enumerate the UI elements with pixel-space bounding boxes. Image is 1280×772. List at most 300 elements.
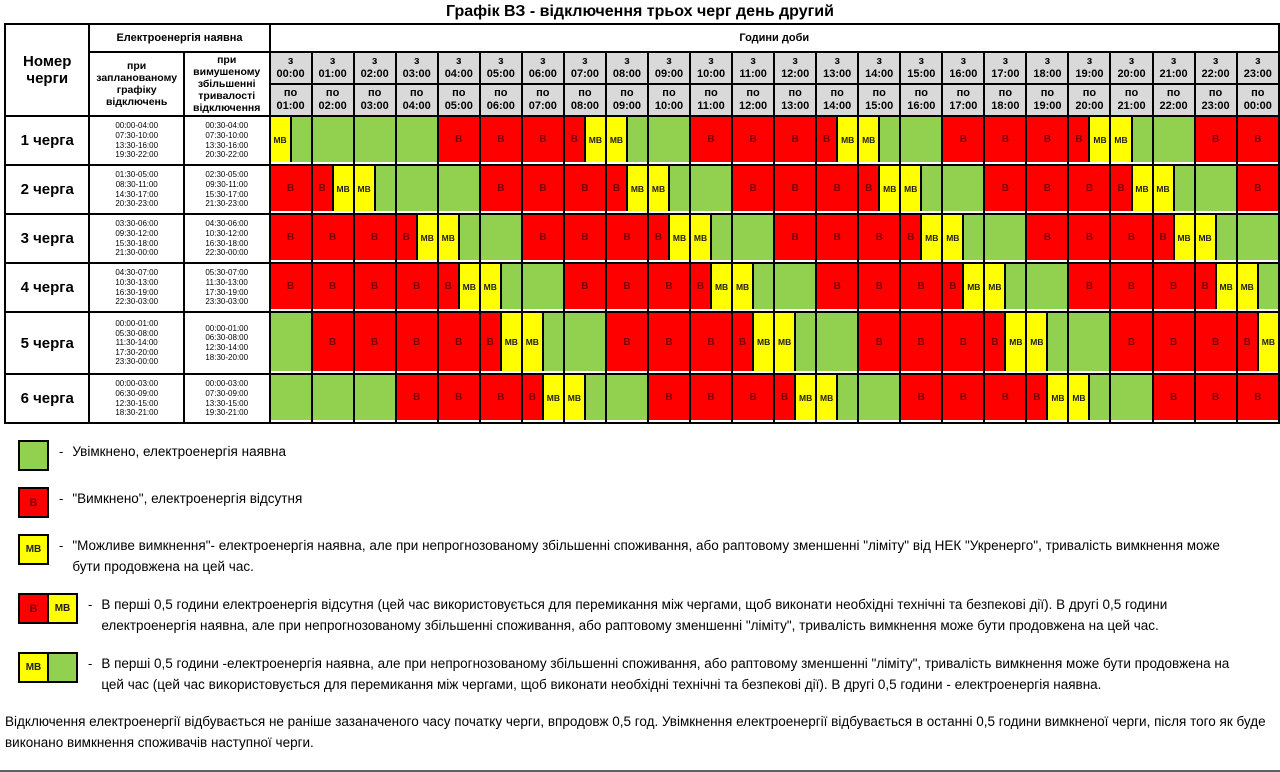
legend-swatch-r — [18, 487, 49, 518]
status-off-segment: В — [313, 313, 353, 371]
legend — [0, 424, 1280, 695]
status-on-segment — [355, 117, 395, 162]
planned-schedule-header: при запланованому графіку відключень — [89, 52, 183, 116]
status-cell — [1195, 116, 1237, 165]
status-off-segment: В — [1154, 375, 1194, 420]
status-cell — [522, 263, 564, 312]
status-maybe-segment: МВ — [626, 166, 647, 211]
status-on-segment — [1238, 215, 1278, 260]
status-cell — [1237, 165, 1279, 214]
status-maybe-segment: МВ — [1154, 166, 1173, 211]
hour-to-header: по 09:00 — [606, 84, 648, 116]
hour-from-header: з 12:00 — [774, 52, 816, 84]
status-off-segment: В — [607, 215, 647, 260]
legend-text: В перші 0,5 години електроенергія відсутня (цей час використовується для перемикання між чергами, щоб виконати необхідні технічні та безпекові дії). В другі 0,5 години електроенергія наявна, але при непрогнозованому збільшенні споживання, або раптовому зменшенні "ліміту", тривалість вимкнення може бути продовжена на цей час. — [101, 597, 1168, 633]
status-off-segment: В — [1154, 215, 1173, 260]
legend-item — [18, 652, 1274, 695]
status-cell — [858, 374, 900, 423]
status-off-segment: В — [859, 215, 899, 260]
status-on-segment — [962, 215, 983, 260]
hour-to-header: по 08:00 — [564, 84, 606, 116]
status-maybe-segment: МВ — [943, 215, 962, 260]
status-maybe-segment: МВ — [47, 595, 76, 622]
status-cell — [648, 312, 690, 374]
status-off-segment: В — [1111, 264, 1151, 309]
legend-swatch-yg — [18, 652, 78, 683]
status-off-segment: В — [901, 215, 920, 260]
status-cell — [480, 214, 522, 263]
legend-dash: - — [88, 597, 93, 612]
status-cell — [1153, 165, 1195, 214]
status-cell — [1110, 374, 1152, 423]
status-off-segment: В — [775, 117, 815, 162]
status-off-segment: В — [1238, 313, 1257, 371]
status-cell — [480, 312, 522, 374]
status-maybe-segment: МВ — [1238, 264, 1257, 309]
status-on-segment — [20, 442, 47, 469]
legend-item — [18, 440, 1274, 471]
status-off-segment: В — [271, 264, 311, 309]
status-off-segment: В — [985, 375, 1025, 420]
status-maybe-segment: МВ — [1131, 166, 1152, 211]
status-cell — [312, 165, 354, 214]
status-cell — [312, 374, 354, 423]
forced-times-cell: 05:30-07:00 11:30-13:00 17:30-19:00 23:30-03:00 — [184, 263, 270, 312]
hour-to-header: по 04:00 — [396, 84, 438, 116]
status-cell — [564, 214, 606, 263]
status-off-segment: В — [565, 166, 605, 211]
status-cell — [942, 374, 984, 423]
status-on-segment — [481, 215, 521, 260]
status-cell — [270, 214, 312, 263]
status-off-segment: В — [733, 313, 752, 371]
status-cell — [438, 165, 480, 214]
status-off-segment: В — [313, 215, 353, 260]
status-on-segment — [397, 166, 437, 211]
hour-from-header: з 00:00 — [270, 52, 312, 84]
status-off-segment: В — [1027, 117, 1067, 162]
status-maybe-segment: МВ — [1196, 215, 1215, 260]
status-off-segment: В — [649, 215, 668, 260]
status-maybe-segment: МВ — [584, 117, 605, 162]
status-on-segment — [1069, 313, 1109, 371]
forced-extension-header: при вимушеному збільшенні тривалості відключення — [184, 52, 270, 116]
status-off-segment: В — [649, 313, 689, 371]
status-cell — [354, 116, 396, 165]
status-off-segment: В — [901, 313, 941, 371]
status-maybe-segment: МВ — [962, 264, 983, 309]
status-cell — [648, 374, 690, 423]
status-cell — [1068, 165, 1110, 214]
status-maybe-segment: МВ — [668, 215, 689, 260]
status-cell — [312, 116, 354, 165]
status-cell — [1153, 312, 1195, 374]
status-off-segment: В — [943, 117, 983, 162]
status-cell — [606, 165, 648, 214]
status-maybe-segment: МВ — [439, 215, 458, 260]
hour-to-header: по 11:00 — [690, 84, 732, 116]
status-cell — [312, 312, 354, 374]
status-on-segment — [374, 166, 395, 211]
status-cell — [1068, 263, 1110, 312]
status-on-segment — [668, 166, 689, 211]
status-off-segment: В — [607, 166, 626, 211]
status-off-segment: В — [691, 264, 710, 309]
hour-from-header: з 23:00 — [1237, 52, 1279, 84]
status-off-segment: В — [985, 313, 1004, 371]
footer-note: Відключення електроенергії відбувається не раніше зазаначеного часу початку черги, впродовж 0,5 год. Увімкнення електроенергії відбувається в останні 0,5 години вимкненої черги, після того як буде виконано вимкнення споживачів наступної черги. — [5, 714, 1266, 750]
status-off-segment: В — [523, 215, 563, 260]
status-on-segment — [1131, 117, 1152, 162]
hour-from-header: з 15:00 — [900, 52, 942, 84]
status-cell — [606, 374, 648, 423]
status-cell — [312, 263, 354, 312]
status-on-segment — [1196, 166, 1236, 211]
status-on-segment — [1004, 264, 1025, 309]
status-cell — [270, 374, 312, 423]
status-on-segment — [439, 166, 479, 211]
status-off-segment: В — [985, 166, 1025, 211]
hour-from-header: з 08:00 — [606, 52, 648, 84]
status-off-segment: В — [271, 166, 311, 211]
planned-times-cell: 03:30-06:00 09:30-12:00 15:30-18:00 21:30-00:00 — [89, 214, 183, 263]
status-on-segment — [943, 166, 983, 211]
status-on-segment — [1111, 375, 1151, 420]
status-cell — [1068, 214, 1110, 263]
status-cell — [564, 263, 606, 312]
status-cell — [396, 374, 438, 423]
status-off-segment: В — [985, 117, 1025, 162]
hour-to-header: по 00:00 — [1237, 84, 1279, 116]
status-off-segment: В — [649, 264, 689, 309]
status-off-segment: В — [565, 215, 605, 260]
status-maybe-segment: МВ — [20, 654, 47, 681]
status-on-segment — [1088, 375, 1109, 420]
legend-item — [18, 534, 1274, 577]
status-maybe-segment: МВ — [1069, 375, 1088, 420]
status-cell — [858, 116, 900, 165]
planned-times-cell: 00:00-03:00 06:30-09:00 12:30-15:00 18:30-21:00 — [89, 374, 183, 423]
hour-to-header: по 03:00 — [354, 84, 396, 116]
status-cell — [900, 165, 942, 214]
status-cell — [354, 312, 396, 374]
status-maybe-segment: МВ — [542, 375, 563, 420]
status-maybe-segment: МВ — [523, 313, 542, 371]
header-row-groups — [5, 24, 1279, 52]
status-on-segment — [1215, 215, 1236, 260]
queue-row — [5, 165, 1279, 214]
status-cell — [732, 165, 774, 214]
status-off-segment: В — [817, 264, 857, 309]
status-cell — [732, 214, 774, 263]
status-cell — [1195, 374, 1237, 423]
status-cell — [942, 263, 984, 312]
status-off-segment: В — [1196, 375, 1236, 420]
status-off-segment: В — [859, 313, 899, 371]
status-off-segment: В — [1069, 166, 1109, 211]
queue-label: 5 черга — [5, 312, 89, 374]
hour-to-header: по 12:00 — [732, 84, 774, 116]
status-cell — [1153, 116, 1195, 165]
status-on-segment — [271, 375, 311, 420]
status-cell — [1153, 214, 1195, 263]
forced-times-cell: 00:00-03:00 07:30-09:00 13:30-15:00 19:30-21:00 — [184, 374, 270, 423]
status-on-segment — [775, 264, 815, 309]
status-off-segment: В — [1027, 166, 1067, 211]
status-cell — [606, 263, 648, 312]
status-on-segment — [271, 313, 311, 371]
status-off-segment: В — [691, 375, 731, 420]
status-cell — [270, 263, 312, 312]
status-cell — [690, 374, 732, 423]
status-cell — [270, 312, 312, 374]
status-maybe-segment: МВ — [691, 215, 710, 260]
status-on-segment — [733, 215, 773, 260]
status-cell — [900, 312, 942, 374]
legend-dash: - — [59, 491, 64, 506]
hour-from-header: з 16:00 — [942, 52, 984, 84]
status-maybe-segment: МВ — [458, 264, 479, 309]
status-on-segment — [584, 375, 605, 420]
status-cell — [1068, 374, 1110, 423]
hour-to-header: по 10:00 — [648, 84, 690, 116]
status-on-segment — [878, 117, 899, 162]
status-off-segment: В — [20, 489, 47, 516]
status-cell — [1110, 312, 1152, 374]
hour-to-header: по 02:00 — [312, 84, 354, 116]
status-off-segment: В — [1069, 215, 1109, 260]
status-off-segment: В — [481, 117, 521, 162]
legend-text: В перші 0,5 години -електроенергія наявна, але при непрогнозованому збільшенні споживання, або раптовому зменшенні "ліміту", тривалість вимкнення може бути продовжена на цей час (цей час використовується для перемикання між чергами, щоб виконати необхідні технічні та безпекові дії). В другі 0,5 години - електроенергія наявна. — [101, 656, 1230, 692]
status-maybe-segment: МВ — [878, 166, 899, 211]
status-off-segment: В — [565, 264, 605, 309]
status-on-segment — [1154, 117, 1194, 162]
status-off-segment: В — [733, 166, 773, 211]
status-on-segment — [313, 117, 353, 162]
status-off-segment: В — [397, 264, 437, 309]
status-cell — [564, 116, 606, 165]
status-cell — [438, 312, 480, 374]
forced-times-cell: 04:30-06:00 10:30-12:00 16:30-18:00 22:30-00:00 — [184, 214, 270, 263]
status-cell — [522, 116, 564, 165]
hour-to-header: по 17:00 — [942, 84, 984, 116]
legend-item — [18, 487, 1274, 518]
status-cell — [522, 165, 564, 214]
status-off-segment: В — [1196, 313, 1236, 371]
status-off-segment: В — [565, 117, 584, 162]
status-maybe-segment: МВ — [416, 215, 437, 260]
status-off-segment: В — [1238, 166, 1278, 211]
queue-label: 1 черга — [5, 116, 89, 165]
status-maybe-segment: МВ — [1088, 117, 1109, 162]
status-off-segment: В — [817, 166, 857, 211]
availability-header: Електроенергія наявна — [89, 24, 269, 52]
status-cell — [984, 116, 1026, 165]
hour-from-header: з 06:00 — [522, 52, 564, 84]
status-cell — [480, 165, 522, 214]
hour-to-header: по 01:00 — [270, 84, 312, 116]
queue-row — [5, 214, 1279, 263]
status-cell — [690, 165, 732, 214]
status-cell — [1195, 214, 1237, 263]
status-cell — [1026, 116, 1068, 165]
status-cell — [396, 214, 438, 263]
hour-to-header: по 06:00 — [480, 84, 522, 116]
status-on-segment — [523, 264, 563, 309]
status-cell — [942, 214, 984, 263]
status-off-segment: В — [523, 117, 563, 162]
status-off-segment: В — [649, 375, 689, 420]
status-cell — [984, 312, 1026, 374]
status-on-segment — [458, 215, 479, 260]
status-cell — [732, 116, 774, 165]
status-cell — [816, 312, 858, 374]
status-off-segment: В — [397, 313, 437, 371]
status-cell — [690, 214, 732, 263]
hour-from-header: з 19:00 — [1068, 52, 1110, 84]
status-cell — [1195, 165, 1237, 214]
status-cell — [354, 374, 396, 423]
status-cell — [312, 214, 354, 263]
status-off-segment: В — [1196, 264, 1215, 309]
status-on-segment — [47, 654, 76, 681]
status-cell — [900, 116, 942, 165]
status-off-segment: В — [817, 117, 836, 162]
hour-to-header: по 23:00 — [1195, 84, 1237, 116]
status-cell — [900, 214, 942, 263]
status-maybe-segment: МВ — [794, 375, 815, 420]
status-off-segment: В — [1069, 117, 1088, 162]
status-cell — [438, 374, 480, 423]
hour-to-header: по 16:00 — [900, 84, 942, 116]
planned-times-cell: 00:00-04:00 07:30-10:00 13:30-16:00 19:30-22:00 — [89, 116, 183, 165]
legend-item — [18, 593, 1274, 636]
status-cell — [984, 263, 1026, 312]
status-cell — [900, 374, 942, 423]
status-on-segment — [397, 117, 437, 162]
forced-times-cell: 02:30-05:00 09:30-11:00 15:30-17:00 21:30-23:00 — [184, 165, 270, 214]
status-cell — [396, 312, 438, 374]
planned-times-cell: 00:00-01:00 05:30-08:00 11:30-14:00 17:30-20:00 23:30-00:00 — [89, 312, 183, 374]
status-cell — [1237, 263, 1279, 312]
status-off-segment: В — [481, 375, 521, 420]
status-maybe-segment: МВ — [1027, 313, 1046, 371]
status-on-segment — [290, 117, 311, 162]
status-cell — [1026, 263, 1068, 312]
status-cell — [396, 263, 438, 312]
status-cell — [648, 165, 690, 214]
status-off-segment: В — [943, 375, 983, 420]
status-on-segment — [691, 166, 731, 211]
hour-from-header: з 01:00 — [312, 52, 354, 84]
status-off-segment: В — [691, 117, 731, 162]
status-off-segment: В — [1111, 166, 1130, 211]
status-cell — [732, 263, 774, 312]
legend-swatch-g — [18, 440, 49, 471]
status-off-segment: В — [439, 313, 479, 371]
status-off-segment: В — [943, 264, 962, 309]
status-off-segment: В — [1111, 313, 1151, 371]
queue-row — [5, 374, 1279, 423]
status-cell — [354, 263, 396, 312]
status-off-segment: В — [20, 595, 47, 622]
status-on-segment — [985, 215, 1025, 260]
status-maybe-segment: МВ — [481, 264, 500, 309]
status-cell — [564, 312, 606, 374]
hour-to-header: по 13:00 — [774, 84, 816, 116]
status-cell — [816, 116, 858, 165]
hour-to-header: по 14:00 — [816, 84, 858, 116]
status-maybe-segment: МВ — [649, 166, 668, 211]
status-cell — [690, 116, 732, 165]
status-maybe-segment: МВ — [271, 117, 290, 162]
hour-from-header: з 20:00 — [1110, 52, 1152, 84]
status-cell — [690, 263, 732, 312]
status-cell — [1110, 214, 1152, 263]
status-cell — [564, 374, 606, 423]
status-cell — [816, 165, 858, 214]
header-row-from — [5, 52, 1279, 84]
status-off-segment: В — [859, 264, 899, 309]
hour-from-header: з 14:00 — [858, 52, 900, 84]
status-off-segment: В — [1027, 215, 1067, 260]
status-cell — [522, 374, 564, 423]
status-cell — [354, 214, 396, 263]
status-cell — [480, 116, 522, 165]
status-maybe-segment: МВ — [859, 117, 878, 162]
status-on-segment — [710, 215, 731, 260]
status-cell — [1026, 374, 1068, 423]
hour-to-header: по 20:00 — [1068, 84, 1110, 116]
status-on-segment — [1046, 313, 1067, 371]
status-off-segment: В — [397, 215, 416, 260]
status-maybe-segment: МВ — [775, 313, 794, 371]
status-cell — [774, 263, 816, 312]
planned-times-cell: 04:30-07:00 10:30-13:00 16:30-19:00 22:30-03:00 — [89, 263, 183, 312]
status-cell — [984, 214, 1026, 263]
status-off-segment: В — [943, 313, 983, 371]
status-cell — [900, 263, 942, 312]
planned-times-cell: 01:30-05:00 08:30-11:00 14:30-17:00 20:30-23:00 — [89, 165, 183, 214]
status-cell — [816, 214, 858, 263]
queue-row — [5, 116, 1279, 165]
status-off-segment: В — [859, 166, 878, 211]
legend-dash: - — [59, 444, 64, 459]
status-cell — [1068, 312, 1110, 374]
status-off-segment: В — [1027, 375, 1046, 420]
status-off-segment: В — [733, 375, 773, 420]
hour-to-header: по 07:00 — [522, 84, 564, 116]
status-cell — [816, 263, 858, 312]
hour-from-header: з 04:00 — [438, 52, 480, 84]
status-off-segment: В — [901, 264, 941, 309]
queue-label: 4 черга — [5, 263, 89, 312]
status-off-segment: В — [1154, 264, 1194, 309]
status-maybe-segment: МВ — [332, 166, 353, 211]
status-off-segment: В — [313, 264, 353, 309]
legend-text: "Вимкнено", електроенергія відсутня — [72, 491, 303, 506]
status-cell — [396, 165, 438, 214]
status-off-segment: В — [775, 166, 815, 211]
page-title: Графік ВЗ - відключення трьох черг день другий — [446, 3, 834, 20]
status-cell — [1237, 312, 1279, 374]
status-cell — [774, 214, 816, 263]
status-cell — [690, 312, 732, 374]
status-cell — [1237, 374, 1279, 423]
status-cell — [858, 312, 900, 374]
status-off-segment: В — [355, 215, 395, 260]
hour-from-header: з 09:00 — [648, 52, 690, 84]
